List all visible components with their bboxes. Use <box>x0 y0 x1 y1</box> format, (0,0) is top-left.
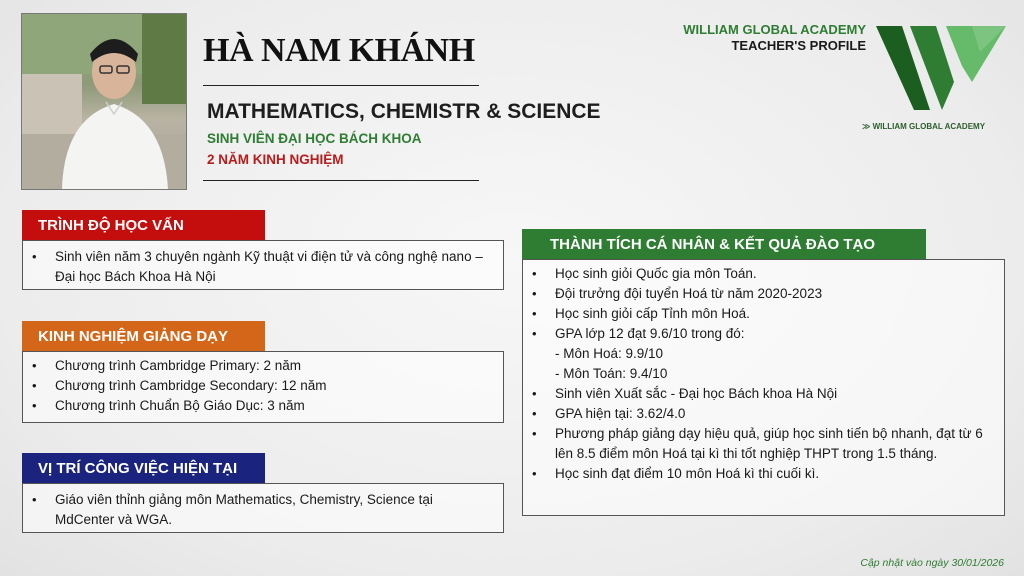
current-position-box <box>22 483 504 533</box>
list-item: • Đội trưởng đội tuyển Hoá từ năm 2020-2023 <box>523 284 994 304</box>
list-item: • Chương trình Cambridge Primary: 2 năm <box>23 356 493 376</box>
list-item: • GPA lớp 12 đạt 9.6/10 trong đó: <box>523 324 994 344</box>
achievements-header: THÀNH TÍCH CÁ NHÂN & KẾT QUẢ ĐÀO TẠO <box>522 229 926 259</box>
teacher-experience: 2 NĂM KINH NGHIỆM <box>207 152 344 167</box>
teacher-university: SINH VIÊN ĐẠI HỌC BÁCH KHOA <box>207 131 422 146</box>
brand-name: WILLIAM GLOBAL ACADEMY <box>683 22 866 37</box>
list-item: • Học sinh giỏi cấp Tỉnh môn Hoá. <box>523 304 994 324</box>
list-item: • Chương trình Chuẩn Bộ Giáo Dục: 3 năm <box>23 396 493 416</box>
teaching-experience-header: KINH NGHIỆM GIẢNG DẠY <box>22 321 265 351</box>
sub-list-item: - Môn Toán: 9.4/10 <box>555 366 668 381</box>
name-divider <box>203 85 479 86</box>
teacher-photo <box>21 13 187 190</box>
current-position-header: VỊ TRÍ CÔNG VIỆC HIỆN TẠI <box>22 453 265 483</box>
list-item: • Sinh viên năm 3 chuyên ngành Kỹ thuật vi điện tử và công nghệ nano – Đại học Bách Khoa Hà Nội <box>23 247 493 287</box>
list-item: • Phương pháp giảng dạy hiệu quả, giúp học sinh tiến bộ nhanh, đạt từ 6 lên 8.5 điểm môn Hoá tại kì thi tốt nghiệp THPT trong 1.5 tháng. <box>523 424 994 464</box>
education-header: TRÌNH ĐỘ HỌC VẤN <box>22 210 265 240</box>
list-item: • Học sinh giỏi Quốc gia môn Toán. <box>523 264 994 284</box>
info-divider <box>203 180 479 181</box>
list-item: • Sinh viên Xuất sắc - Đại học Bách khoa Hà Nội <box>523 384 994 404</box>
academy-logo <box>876 22 1006 117</box>
teacher-name: HÀ NAM KHÁNH <box>203 32 475 69</box>
list-item: • GPA hiện tại: 3.62/4.0 <box>523 404 994 424</box>
last-updated: Cập nhật vào ngày 30/01/2026 <box>860 557 1004 569</box>
achievements-box <box>522 259 1005 516</box>
teaching-experience-box <box>22 351 504 423</box>
list-item: • Giáo viên thỉnh giảng môn Mathematics, Chemistry, Science tại MdCenter và WGA. <box>23 490 493 530</box>
sub-list-item: - Môn Hoá: 9.9/10 <box>555 346 664 361</box>
list-item: • Chương trình Cambridge Secondary: 12 năm <box>23 376 493 396</box>
list-item: • Học sinh đạt điểm 10 môn Hoá kì thi cuối kì. <box>523 464 994 484</box>
education-box <box>22 240 504 290</box>
teacher-subjects: MATHEMATICS, CHEMISTR & SCIENCE <box>207 100 601 123</box>
logo-caption: ≫ WILLIAM GLOBAL ACADEMY <box>862 122 986 131</box>
brand-subtitle: TEACHER'S PROFILE <box>731 38 866 53</box>
